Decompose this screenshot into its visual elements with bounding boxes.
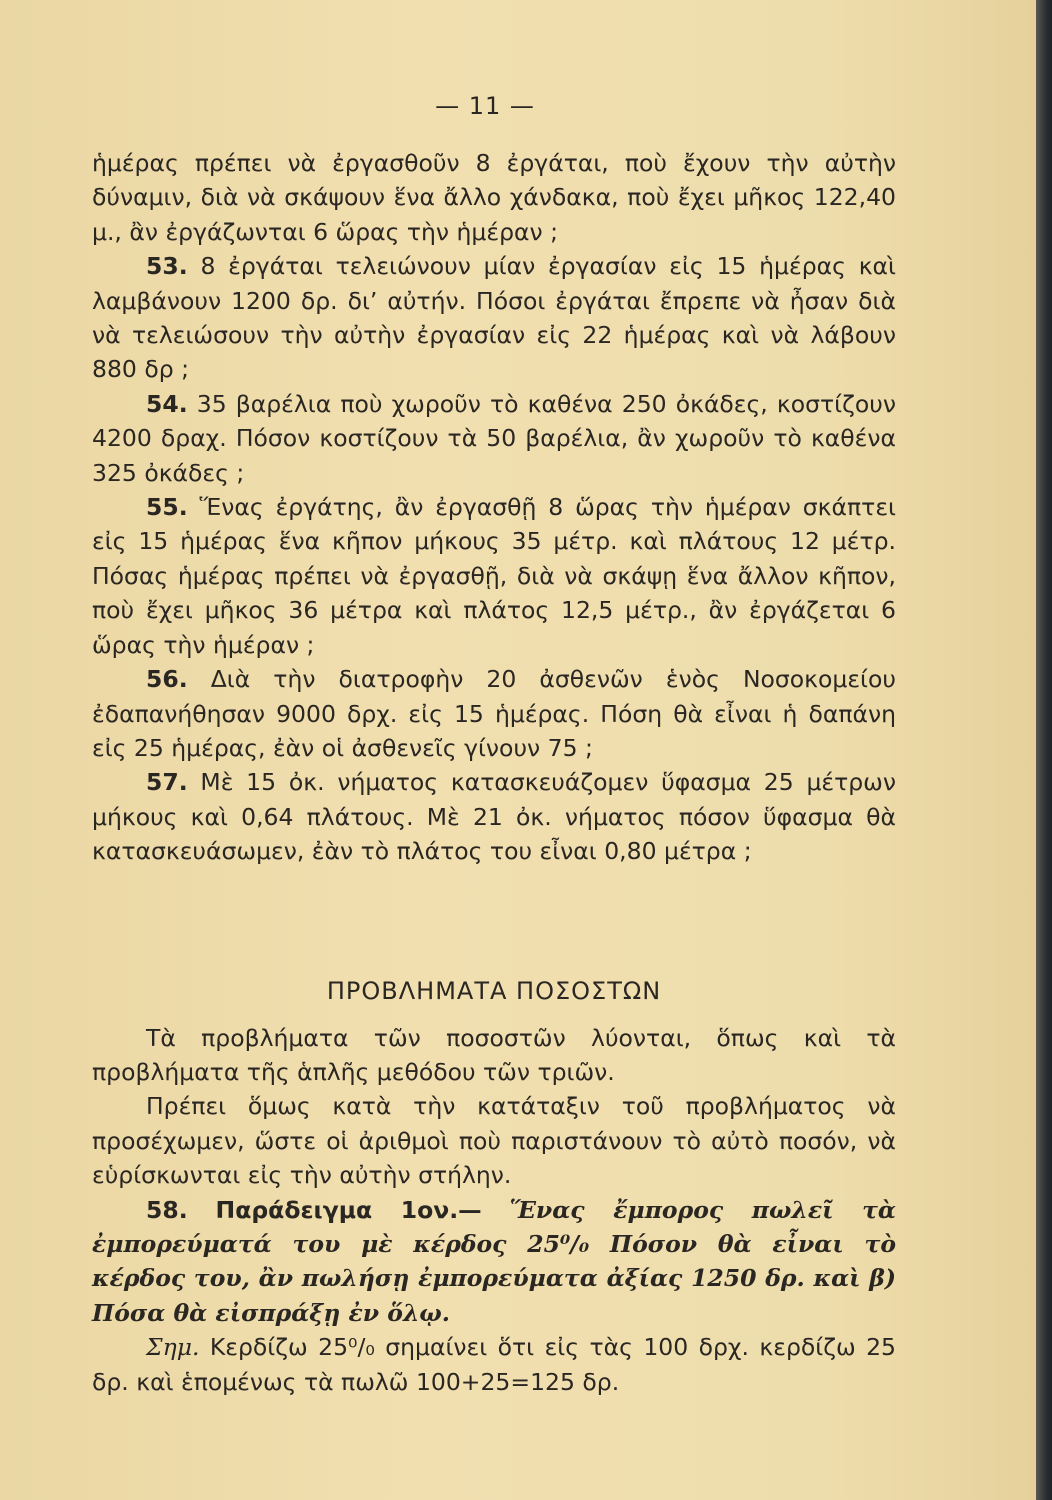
section-title: ΠΡΟΒΛΗΜΑΤΑ ΠΟΣΟΣΤΩΝ [326,976,662,1005]
problem-text: 8 ἐργάται τελειώνουν μίαν ἐργασίαν εἰς 15 ἡμέρας καὶ λαμβάνουν 1200 δρ. δι’ αὐτήν. Πόσοι ἐργάται ἔπρεπε νὰ ἦσαν διὰ νὰ τελειώσουν τὴν αὐτὴν ἐργασίαν εἰς 22 ἡμέρας καὶ νὰ λάβουν 880 δρ ; [92,252,896,384]
problem-57 [92,765,896,868]
problem-52-continuation: ἡμέρας πρέπει νὰ ἐργασθοῦν 8 ἐργάται, ποὺ ἔχουν τὴν αὐτὴν δύναμιν, διὰ νὰ σκάψουν ἕνα ἄλλο χάνδακα, ποὺ ἔχει μῆκος 122,40 μ., ἂν ἐργάζωνται 6 ὥρας τὴν ἡμέραν ; [92,149,896,246]
problem-text: Διὰ τὴν διατροφὴν 20 ἀσθενῶν ἑνὸς Νοσοκομείου ἐδαπανήθησαν 9000 δρχ. εἰς 15 ἡμέρας. Πόση θὰ εἶναι ἡ δαπάνη εἰς 25 ἡμέρας, ἐὰν οἱ ἀσθενεῖς γίνουν 75 ; [92,665,896,762]
note-label: Σημ. [146,1333,200,1362]
problem-text: Ἕνας ἐργάτης, ἂν ἐργασθῇ 8 ὥρας τὴν ἡμέραν σκάπτει εἰς 15 ἡμέρας ἕνα κῆπον μήκους 35 μέτρ. καὶ πλάτους 12 μέτρ. Πόσας ἡμέρας πρέπει νὰ ἐργασθῇ, διὰ νὰ σκάψῃ ἕνα ἄλλον κῆπον, ποὺ ἔχει μῆκος 36 μέτρα καὶ πλάτος 12,5 μέτρ., ἂν ἐργάζεται 6 ὥρας τὴν ἡμέραν ; [92,493,896,659]
intro-text: Πρέπει ὅμως κατὰ τὴν κατάταξιν τοῦ προβλήματος νὰ προσέχωμεν, ὥστε οἱ ἀριθμοὶ ποὺ παριστάνουν τὸ αὐτὸ ποσόν, νὰ εὑρίσκωνται εἰς τὴν αὐτὴν στήλην. [92,1092,896,1190]
problem-number: 55. [146,493,188,522]
problem-text: Μὲ 15 ὀκ. νήματος κατασκευάζομεν ὕφασμα 25 μέτρων μήκους καὶ 0,64 πλάτους. Μὲ 21 ὀκ. νήματος πόσον ὕφασμα θὰ κατασκευάσωμεν, ἐὰν τὸ πλάτος του εἶναι 0,80 μέτρα ; [92,768,896,866]
problem-number: 53. [146,252,188,281]
book-binding-edge [1036,0,1052,1500]
intro-text: Τὰ προβλήματα τῶν ποσοστῶν λύονται, ὅπως καὶ τὰ προβλήματα τῆς ἁπλῆς μεθόδου τῶν τριῶν. [92,1023,896,1086]
problem-54 [92,387,896,490]
section-spacer [92,869,896,961]
example-label: Παράδειγμα 1ον.— [215,1195,482,1224]
problem-number: 56. [146,665,188,694]
page-body [92,146,896,1399]
note-text: Κερδίζω 25⁰/₀ σημαίνει ὅτι εἰς τὰς 100 δρχ. κερδίζω 25 δρ. καὶ ἑπομένως τὰ πωλῶ 100+25=125 δρ. [92,1333,896,1396]
note-paragraph [92,1330,896,1399]
problem-53 [92,249,896,387]
page-number: — 11 — [435,92,535,120]
example-number: 58. [146,1195,188,1224]
problem-56 [92,662,896,765]
example-58 [92,1193,896,1331]
problem-55 [92,490,896,662]
problem-number: 54. [146,389,188,418]
problem-text: 35 βαρέλια ποὺ χωροῦν τὸ καθένα 250 ὀκάδες, κοστίζουν 4200 δραχ. Πόσον κοστίζουν τὰ 50 βαρέλια, ἂν χωροῦν τὸ καθένα 325 ὀκάδες ; [92,389,896,487]
intro-paragraph-2 [92,1089,896,1192]
intro-paragraph-1 [92,1021,896,1090]
problem-number: 57. [146,768,188,797]
example-text: Ἕνας ἔμπορος πωλεῖ τὰ ἐμπορεύματά του μὲ κέρδος 25⁰/₀ Πόσον θὰ εἶναι τὸ κέρδος του, ἂν πωλήσῃ ἐμπορεύματα ἀξίας 1250 δρ. καὶ β) Πόσα θὰ εἰσπράξῃ ἐν ὅλῳ. [92,1195,896,1327]
